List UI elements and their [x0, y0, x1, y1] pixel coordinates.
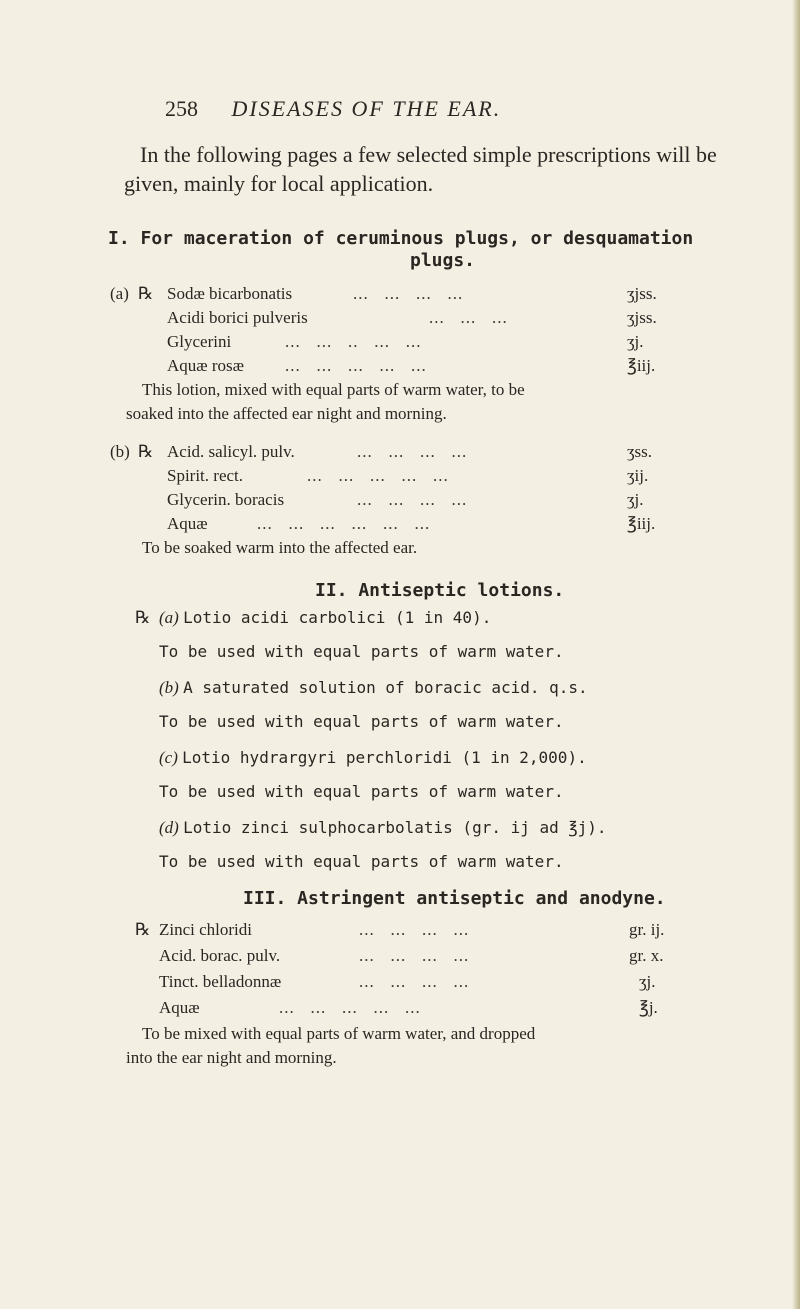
- lotion-item: [159, 816, 759, 850]
- ingredient-quantity: ʒj.: [627, 490, 644, 509]
- ingredient-name: Zinci chloridi: [159, 920, 253, 939]
- ingredient-name: Aquæ: [167, 514, 208, 533]
- ingredient-quantity: ℥iij.: [627, 356, 656, 375]
- note-line: This lotion, mixed with equal parts of warm water, to be: [142, 380, 525, 399]
- ingredient-name: Acidi borici pulveris: [167, 308, 308, 327]
- lotion-text: Lotio acidi carbolici (1 in 40).: [183, 608, 492, 627]
- ingredient-row: Spirit. rect. ... ... ... ... ... ʒij.: [167, 464, 727, 488]
- lotion-item: [159, 676, 759, 710]
- prescription-label: (a): [110, 284, 129, 303]
- ingredient-name: Acid. borac. pulv.: [159, 946, 281, 965]
- section-1-heading-line2: plugs.: [410, 250, 476, 271]
- lotion-note: To be used with equal parts of warm water.: [159, 852, 564, 871]
- ingredient-row: Acid. salicyl. pulv. ... ... ... ... ʒss.: [167, 440, 727, 464]
- prescription-3-note: [126, 1022, 756, 1070]
- ingredient-quantity: ʒij.: [627, 466, 649, 485]
- ingredient-quantity: gr. ij.: [629, 920, 665, 939]
- ingredient-row: Glycerini ... ... .. ... ... ʒj.: [167, 330, 727, 354]
- ingredient-name: Spirit. rect.: [167, 466, 244, 485]
- ingredient-quantity: gr. x.: [629, 946, 664, 965]
- ingredient-quantity: ʒss.: [627, 442, 653, 461]
- lotion-label: (a): [159, 608, 179, 627]
- ingredient-row: Zinci chloridi ... ... ... ... gr. ij.: [159, 918, 749, 944]
- lotion-note: To be used with equal parts of warm water.: [159, 642, 564, 661]
- running-header: [165, 96, 501, 122]
- section-1-heading-line1: I. For maceration of ceruminous plugs, or desquamation: [108, 228, 694, 249]
- ingredient-name: Acid. salicyl. pulv.: [167, 442, 295, 461]
- recipe-symbol: ℞: [138, 284, 154, 303]
- ingredient-row: Glycerin. boracis ... ... ... ... ʒj.: [167, 488, 727, 512]
- ingredient-name: Sodæ bicarbonatis: [167, 284, 293, 303]
- page-edge: [792, 0, 800, 1309]
- lotion-text: A saturated solution of boracic acid. q.s.: [183, 678, 588, 697]
- ingredient-name: Aquæ: [159, 998, 200, 1017]
- lotion-label: (c): [159, 748, 178, 767]
- lotion-text: Lotio zinci sulphocarbolatis (gr. ij ad ℥j).: [183, 818, 607, 837]
- ingredient-name: Tinct. belladonnæ: [159, 972, 282, 991]
- ingredient-quantity: ʒjss.: [627, 308, 657, 327]
- note-line: into the ear night and morning.: [126, 1048, 337, 1067]
- prescription-1a-note: [126, 378, 736, 426]
- ingredient-quantity: ʒj.: [639, 972, 656, 991]
- lotion-label: (b): [159, 678, 179, 697]
- ingredient-row: Aquæ ... ... ... ... ... ℥j.: [159, 996, 749, 1022]
- note-line: To be mixed with equal parts of warm water, and dropped: [142, 1024, 536, 1043]
- ingredient-name: Glycerini: [167, 332, 232, 351]
- section-1-heading-cont: [410, 250, 475, 271]
- section-2-heading: II. Antiseptic lotions.: [315, 580, 565, 601]
- ingredient-row: Acidi borici pulveris ... ... ... ʒjss.: [167, 306, 727, 330]
- page-number: 258: [165, 96, 198, 121]
- lotion-text: Lotio hydrargyri perchloridi (1 in 2,000).: [182, 748, 587, 767]
- lotion-note: To be used with equal parts of warm water.: [159, 782, 564, 801]
- intro-paragraph: [124, 140, 724, 198]
- lotion-item: [159, 606, 759, 640]
- running-title: DISEASES OF THE EAR.: [231, 96, 502, 121]
- ingredient-row: Aquæ rosæ ... ... ... ... ... ℥iij.: [167, 354, 727, 378]
- recipe-symbol: ℞: [135, 920, 151, 939]
- ingredient-quantity: ℥j.: [639, 998, 658, 1017]
- section-1-heading: [108, 228, 693, 249]
- ingredient-row: Tinct. belladonnæ ... ... ... ... ʒj.: [159, 970, 749, 996]
- lotion-note: To be used with equal parts of warm water.: [159, 712, 564, 731]
- lotion-item: [159, 746, 759, 780]
- ingredient-quantity: ℥iij.: [627, 514, 656, 533]
- section-3-heading: III. Astringent antiseptic and anodyne.: [243, 888, 666, 909]
- ingredient-row: Sodæ bicarbonatis ... ... ... ... ʒjss.: [167, 282, 727, 306]
- ingredient-quantity: ʒjss.: [627, 284, 657, 303]
- recipe-symbol: ℞: [138, 442, 154, 461]
- note-line: soaked into the affected ear night and morning.: [126, 404, 447, 423]
- ingredient-name: Glycerin. boracis: [167, 490, 285, 509]
- prescription-1b-note: To be soaked warm into the affected ear.: [142, 538, 418, 557]
- ingredient-quantity: ʒj.: [627, 332, 644, 351]
- ingredient-name: Aquæ rosæ: [167, 356, 244, 375]
- intro-text: In the following pages a few selected simple prescriptions will be given, mainly for local application.: [124, 142, 717, 196]
- recipe-symbol: ℞: [135, 608, 151, 627]
- lotion-label: (d): [159, 818, 179, 837]
- ingredient-row: Acid. borac. pulv. ... ... ... ... gr. x.: [159, 944, 749, 970]
- ingredient-row: Aquæ ... ... ... ... ... ... ℥iij.: [167, 512, 727, 536]
- prescription-label: (b): [110, 442, 130, 461]
